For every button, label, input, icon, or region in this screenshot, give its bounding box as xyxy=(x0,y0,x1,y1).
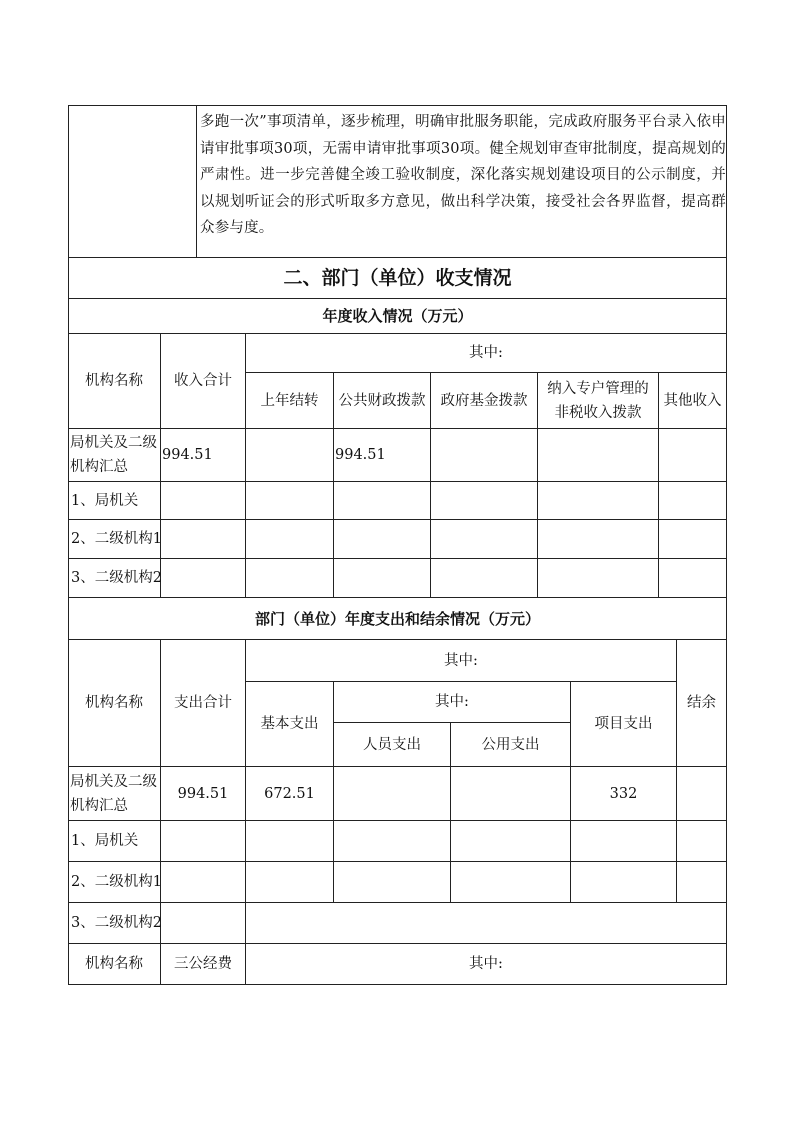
expense-row-project: 332 xyxy=(609,785,638,802)
intro-paragraph: 多跑一次”事项清单，逐步梳理，明确审批服务职能，完成政府服务平台录入依申请审批事项30项，无需申请审批事项30项。健全规划审查审批制度，提高规划的严肃性。进一步完善健全竣工验收制度，深化落实规划建设项目的公示制度，并以规划听证会的形式听取多方意见，做出科学决策，接受社会各界监督，提高群众参与度。 xyxy=(200,114,726,236)
expense-header-total: 支出合计 xyxy=(174,695,232,711)
expense-col-basic: 基本支出 xyxy=(260,716,319,732)
expense-row-name: 3、二级机构2 xyxy=(71,915,162,931)
income-row-name: 3、二级机构2 xyxy=(71,570,162,586)
expense-row-name: 局机关及二级机构汇总 xyxy=(70,773,157,814)
income-col-carry: 上年结转 xyxy=(260,392,319,409)
expense-table-title: 部门（单位）年度支出和结余情况（万元） xyxy=(254,609,540,628)
income-header-total: 收入合计 xyxy=(174,373,232,389)
income-header-among: 其中: xyxy=(469,345,503,361)
income-row-total: 994.51 xyxy=(162,447,213,463)
income-col-fund: 政府基金拨款 xyxy=(440,392,528,409)
income-row-public: 994.51 xyxy=(335,447,386,463)
income-row-name: 局机关及二级机构汇总 xyxy=(70,435,157,475)
section-title: 二、部门（单位）收支情况 xyxy=(283,267,512,289)
expense-col-public-use: 公用支出 xyxy=(481,736,540,753)
expense-header-among2: 其中: xyxy=(435,694,469,710)
income-row-name: 2、二级机构1 xyxy=(71,531,162,547)
three-public-label: 三公经费 xyxy=(174,956,232,972)
expense-row-name: 2、二级机构1 xyxy=(71,874,162,890)
income-header-org: 机构名称 xyxy=(85,373,143,389)
income-col-public: 公共财政拨款 xyxy=(338,392,426,409)
three-public-among: 其中: xyxy=(469,956,503,972)
expense-col-personnel: 人员支出 xyxy=(363,736,421,753)
expense-header-among: 其中: xyxy=(444,652,478,669)
income-col-nontax: 纳入专户管理的非税收入拨款 xyxy=(547,380,649,421)
three-public-org: 机构名称 xyxy=(85,956,143,972)
expense-header-org: 机构名称 xyxy=(85,695,143,711)
expense-col-balance: 结余 xyxy=(687,695,716,711)
income-row-name: 1、局机关 xyxy=(71,492,139,509)
expense-row-name: 1、局机关 xyxy=(71,833,139,849)
expense-col-project: 项目支出 xyxy=(594,716,653,732)
income-table-title: 年度收入情况（万元） xyxy=(322,307,473,325)
income-col-other: 其他收入 xyxy=(663,392,722,409)
expense-row-total: 994.51 xyxy=(177,785,229,802)
expense-row-basic: 672.51 xyxy=(264,785,315,802)
